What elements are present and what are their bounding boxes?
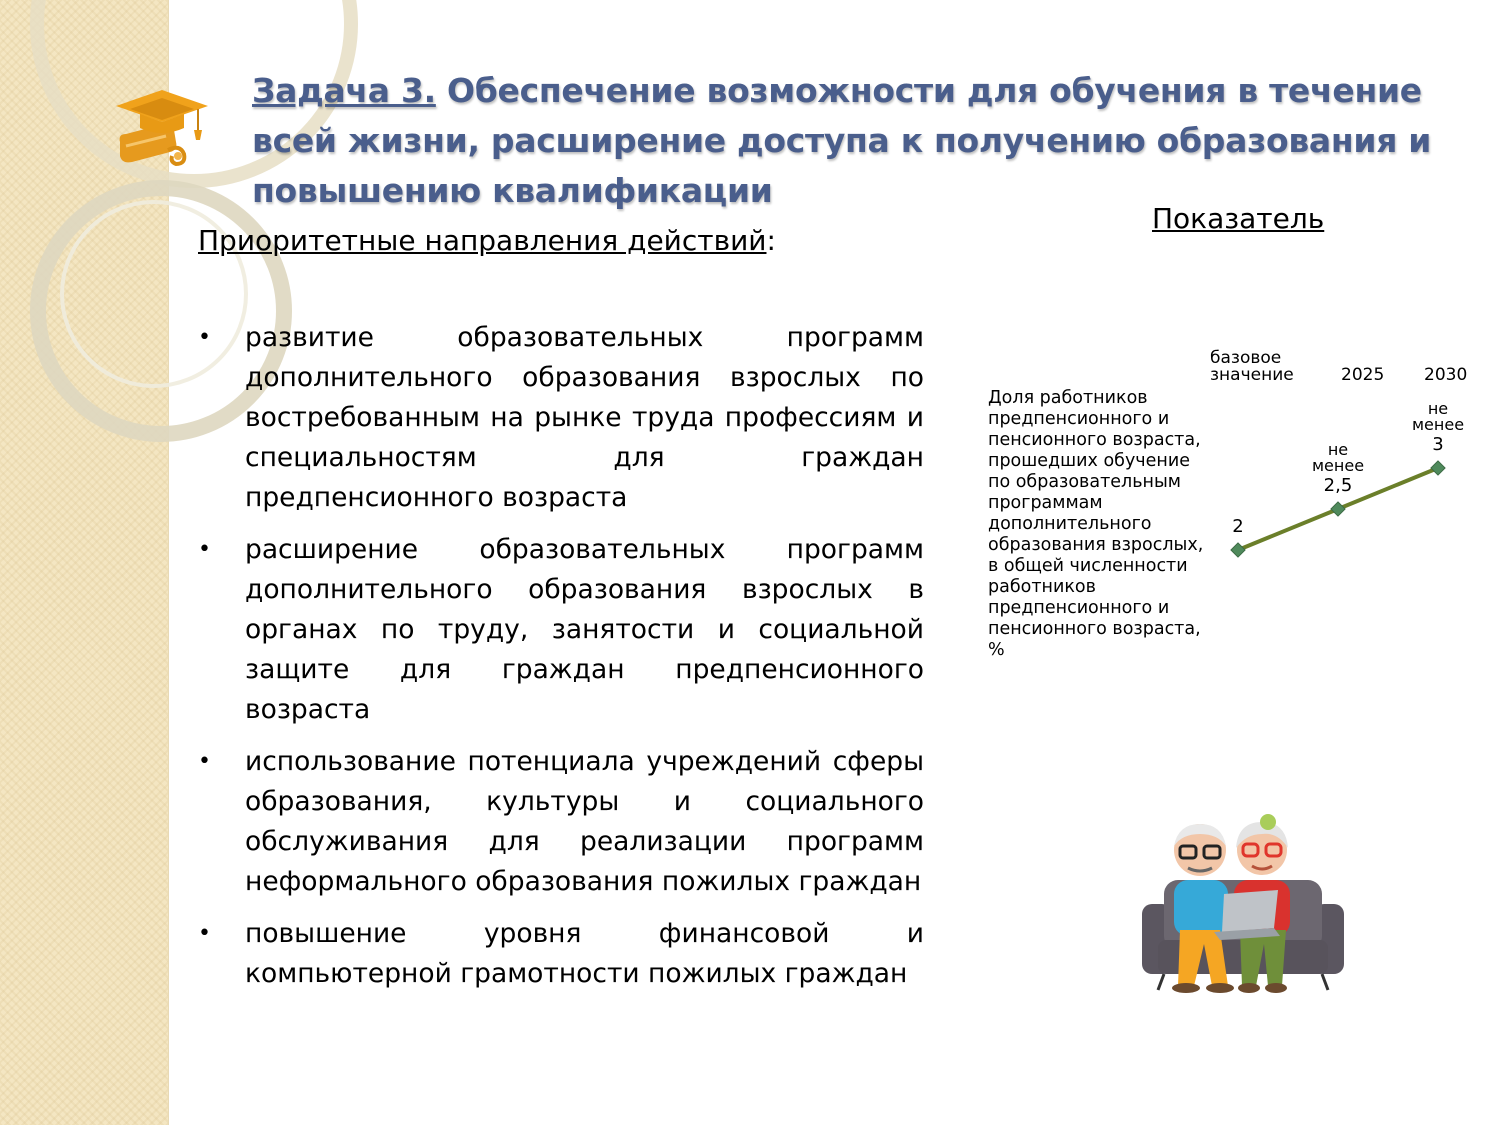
title-task-number: Задача 3. (252, 71, 436, 110)
data-point (1431, 461, 1445, 475)
data-label-prefix: менее (1311, 456, 1365, 475)
priorities-heading-text: Приоритетные направления действий (198, 224, 767, 257)
data-point (1331, 502, 1345, 516)
data-label-prefix: не (1427, 399, 1449, 418)
title-text: Обеспечение возможности для обучения в течение всей жизни, расширение доступа к получению образования и повышению квалификации (252, 71, 1432, 210)
chart-column-2030: 2030 (1424, 365, 1468, 385)
list-item: • расширение образовательных программ дополнительного образования взрослых в органах по труду, занятости и социальной защите для граждан предпенсионного возраста (198, 530, 924, 730)
data-label: 3 (1432, 434, 1444, 455)
metric-label: Доля работников предпенсионного и пенсионного возраста, прошедших обучение по образовательным программам дополнительного образования взрослых, в общей численности работников предпенсионного и пенсионного возраста, % (988, 388, 1204, 660)
data-label: 2 (1232, 516, 1244, 537)
data-label: 2,5 (1323, 475, 1353, 496)
chart-column-base (1210, 350, 1294, 384)
list-item: • повышение уровня финансовой и компьютерной грамотности пожилых граждан (198, 914, 924, 994)
data-point (1231, 543, 1245, 557)
chart-column-base-line2: значение (1210, 365, 1294, 385)
indicator-line-chart (1200, 399, 1480, 580)
chart-column-2025: 2025 (1341, 365, 1385, 385)
list-item: • развитие образовательных программ дополнительного образования взрослых по востребованным на рынке труда профессиям и специальностям для граждан предпенсионного возраста (198, 318, 924, 518)
slide-title (252, 66, 1452, 216)
indicator-heading: Показатель (1152, 202, 1325, 235)
list-item: • использование потенциала учреждений сферы образования, культуры и социального обслуживания для реализации программ неформального образования пожилых граждан (198, 742, 924, 902)
data-label-prefix: менее (1411, 415, 1465, 434)
priorities-heading-colon: : (766, 224, 776, 257)
priorities-list (198, 318, 924, 1006)
priorities-heading (198, 224, 776, 257)
data-label-prefix: не (1327, 440, 1349, 459)
chart-column-base-line1: базовое (1210, 348, 1282, 368)
graduation-cap-icon (112, 84, 212, 184)
elderly-couple-laptop-illustration (1128, 810, 1358, 1000)
